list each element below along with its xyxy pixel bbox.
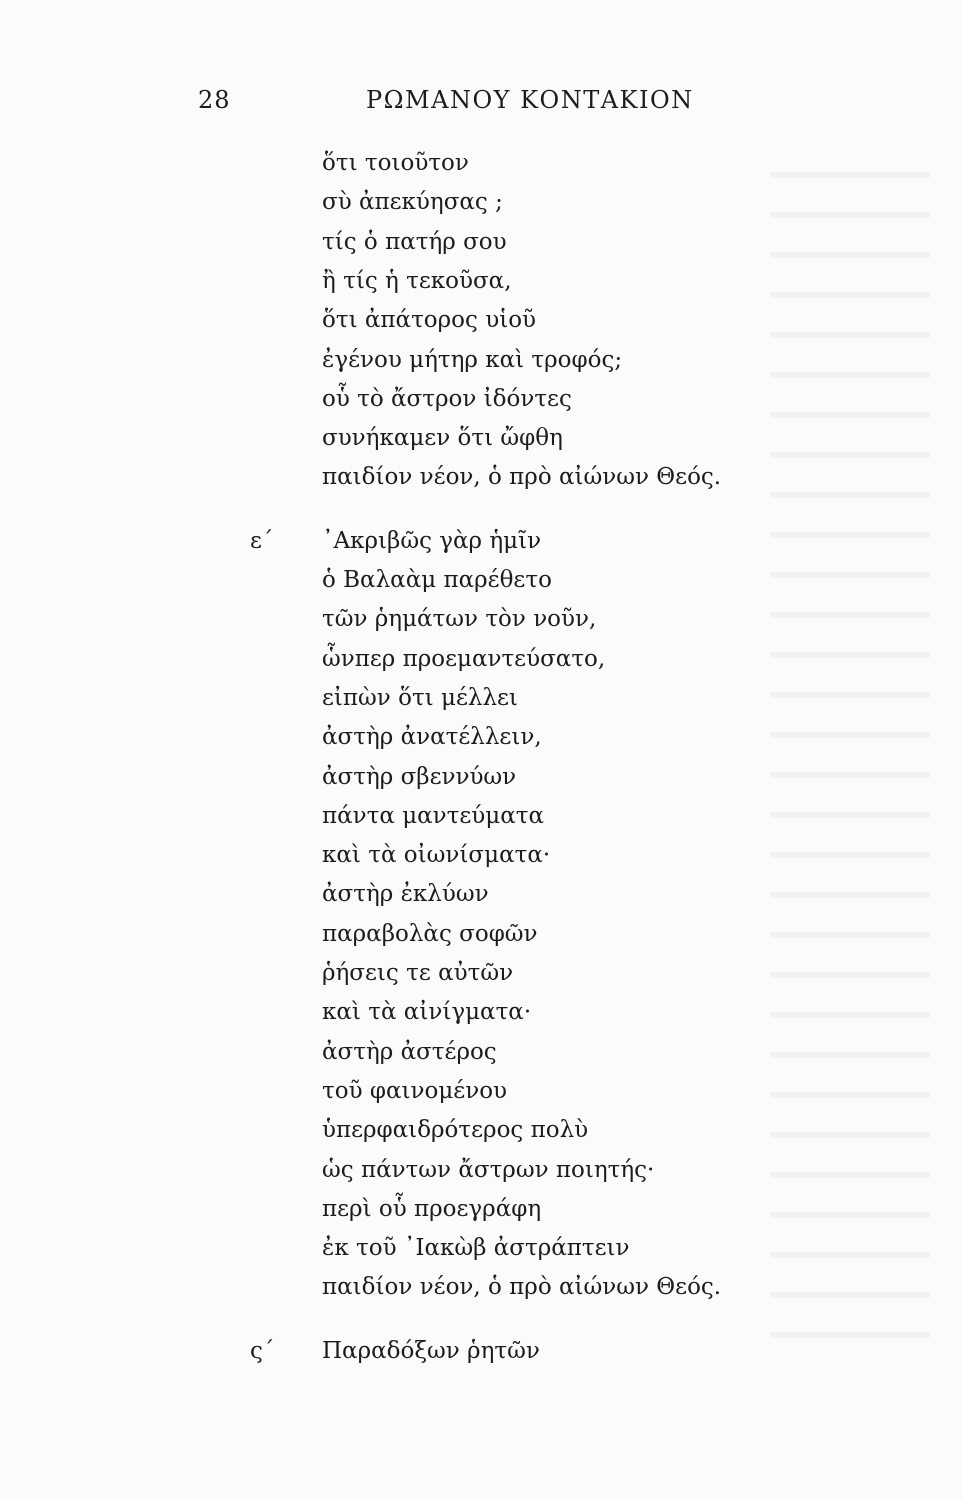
verse-line: τοῦ φαινομένου <box>322 1077 508 1104</box>
bleed-through-shadow <box>770 150 930 1350</box>
verse-line: ὧνπερ προεμαντεύσατο, <box>322 645 606 672</box>
verse-line: εἰπὼν ὅτι μέλλει <box>322 684 518 711</box>
verse-line: Παραδόξων ῥητῶν <box>322 1337 540 1364</box>
verse-line: οὗ τὸ ἄστρον ἰδόντες <box>322 385 572 412</box>
verse-line: τίς ὁ πατήρ σου <box>322 228 507 255</box>
verse-line: ῥήσεις τε αὐτῶν <box>322 960 514 986</box>
stanza-number: ε´ <box>250 527 274 554</box>
verse-line: καὶ τὰ αἰνίγματα· <box>322 999 532 1026</box>
verse-line: ἐγένου μήτηρ καὶ τροφός; <box>322 346 623 373</box>
running-title: ΡΩΜΑΝΟΥ ΚΟΝΤΑΚΙΟΝ <box>366 86 694 114</box>
verse-line: ἀστὴρ ἀνατέλλειν, <box>322 724 542 751</box>
verse-line: ὡς πάντων ἄστρων ποιητής· <box>322 1156 655 1183</box>
verse-line: καὶ τὰ οἰωνίσματα· <box>322 842 551 869</box>
page-number: 28 <box>198 86 231 114</box>
verse-line: σὺ ἀπεκύησας ; <box>322 189 503 216</box>
verse-line: τῶν ῥημάτων τὸν νοῦν, <box>322 606 597 633</box>
verse-line: ὅτι τοιοῦτον <box>322 150 469 176</box>
running-head <box>0 86 963 120</box>
verse-line: ὑπερφαιδρότερος πολὺ <box>322 1117 589 1144</box>
verse-line: ἢ τίς ἡ τεκοῦσα, <box>322 267 512 294</box>
verse-line: συνήκαμεν ὅτι ὤφθη <box>322 425 563 452</box>
verse-line: ἀστὴρ ἐκλύων <box>322 881 489 908</box>
verse-line: παιδίον νέον, ὁ πρὸ αἰώνων Θεός. <box>322 1274 722 1301</box>
verse-line: ἐκ τοῦ ᾿Ιακὼβ ἀστράπτειν <box>322 1235 630 1262</box>
verse-line: παραβολὰς σοφῶν <box>322 920 538 947</box>
verse-line: παιδίον νέον, ὁ πρὸ αἰώνων Θεός. <box>322 464 722 491</box>
stanza-number: ς´ <box>250 1337 275 1364</box>
verse-line: ἀστὴρ σβεννύων <box>322 763 517 790</box>
verse-line: ἀστὴρ ἀστέρος <box>322 1038 497 1065</box>
verse-line: ὅτι ἀπάτορος υἱοῦ <box>322 307 537 334</box>
verse-line: ὁ Βαλαὰμ παρέθετο <box>322 567 552 593</box>
verse-line: ᾿Ακριβῶς γὰρ ἡμῖν <box>322 527 542 554</box>
verse-line: περὶ οὗ προεγράφη <box>322 1195 542 1222</box>
verse-line: πάντα μαντεύματα <box>322 802 545 829</box>
